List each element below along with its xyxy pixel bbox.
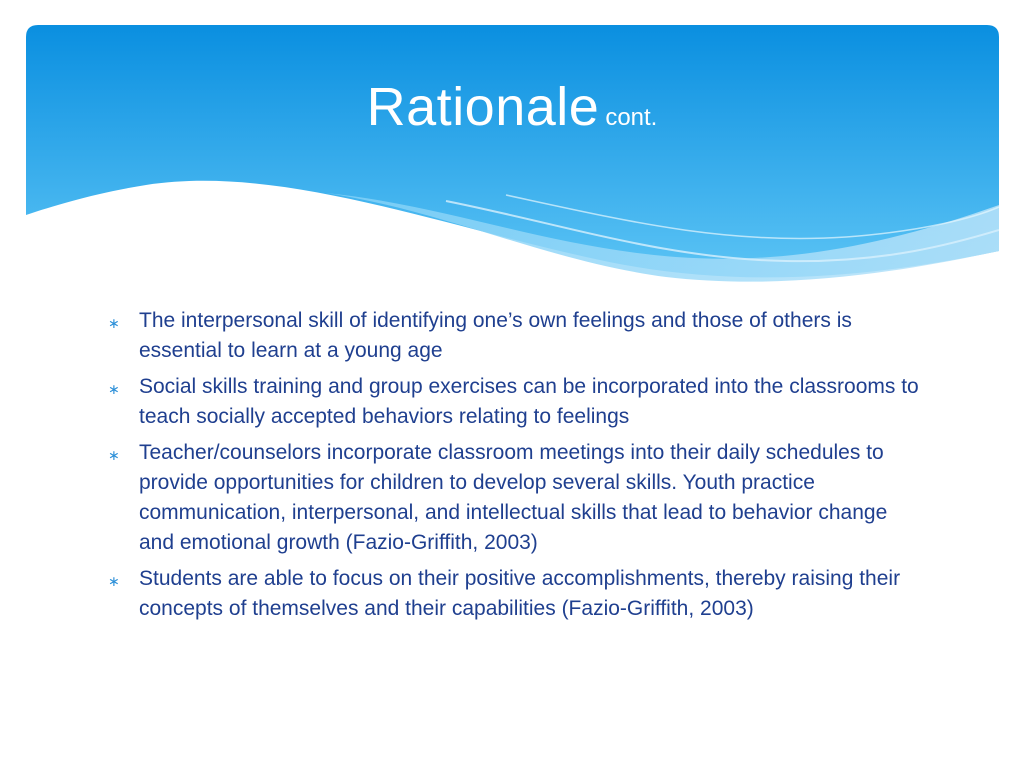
bullet-list (108, 306, 928, 630)
asterisk-bullet-icon: ∗ (108, 381, 120, 397)
asterisk-bullet-icon: ∗ (108, 573, 120, 589)
list-item (108, 438, 928, 558)
bullet-text: Students are able to focus on their positive accomplishments, thereby raising their concepts of themselves and their capabilities (Fazio-Griffith, 2003) (139, 567, 901, 620)
asterisk-bullet-icon: ∗ (108, 447, 120, 463)
wave-banner-graphic (26, 25, 999, 287)
list-item (108, 306, 928, 366)
title-text: Rationale (366, 77, 600, 137)
list-item (108, 564, 928, 624)
bullet-text: Social skills training and group exercises can be incorporated into the classrooms to teach socially accepted behaviors relating to feelings (139, 375, 919, 428)
title-suffix: cont. (605, 104, 658, 131)
bullet-text: Teacher/counselors incorporate classroom meetings into their daily schedules to provide opportunities for children to develop several skills. Youth practice communication, interpersonal, and intellectual skills that lead to behavior change and emotional growth (Fazio-Griffith, 2003) (139, 441, 888, 554)
asterisk-bullet-icon: ∗ (108, 315, 120, 331)
slide-title (0, 76, 1024, 138)
title-banner (26, 25, 999, 287)
bullet-text: The interpersonal skill of identifying one’s own feelings and those of others is essential to learn at a young age (139, 309, 852, 362)
list-item (108, 372, 928, 432)
